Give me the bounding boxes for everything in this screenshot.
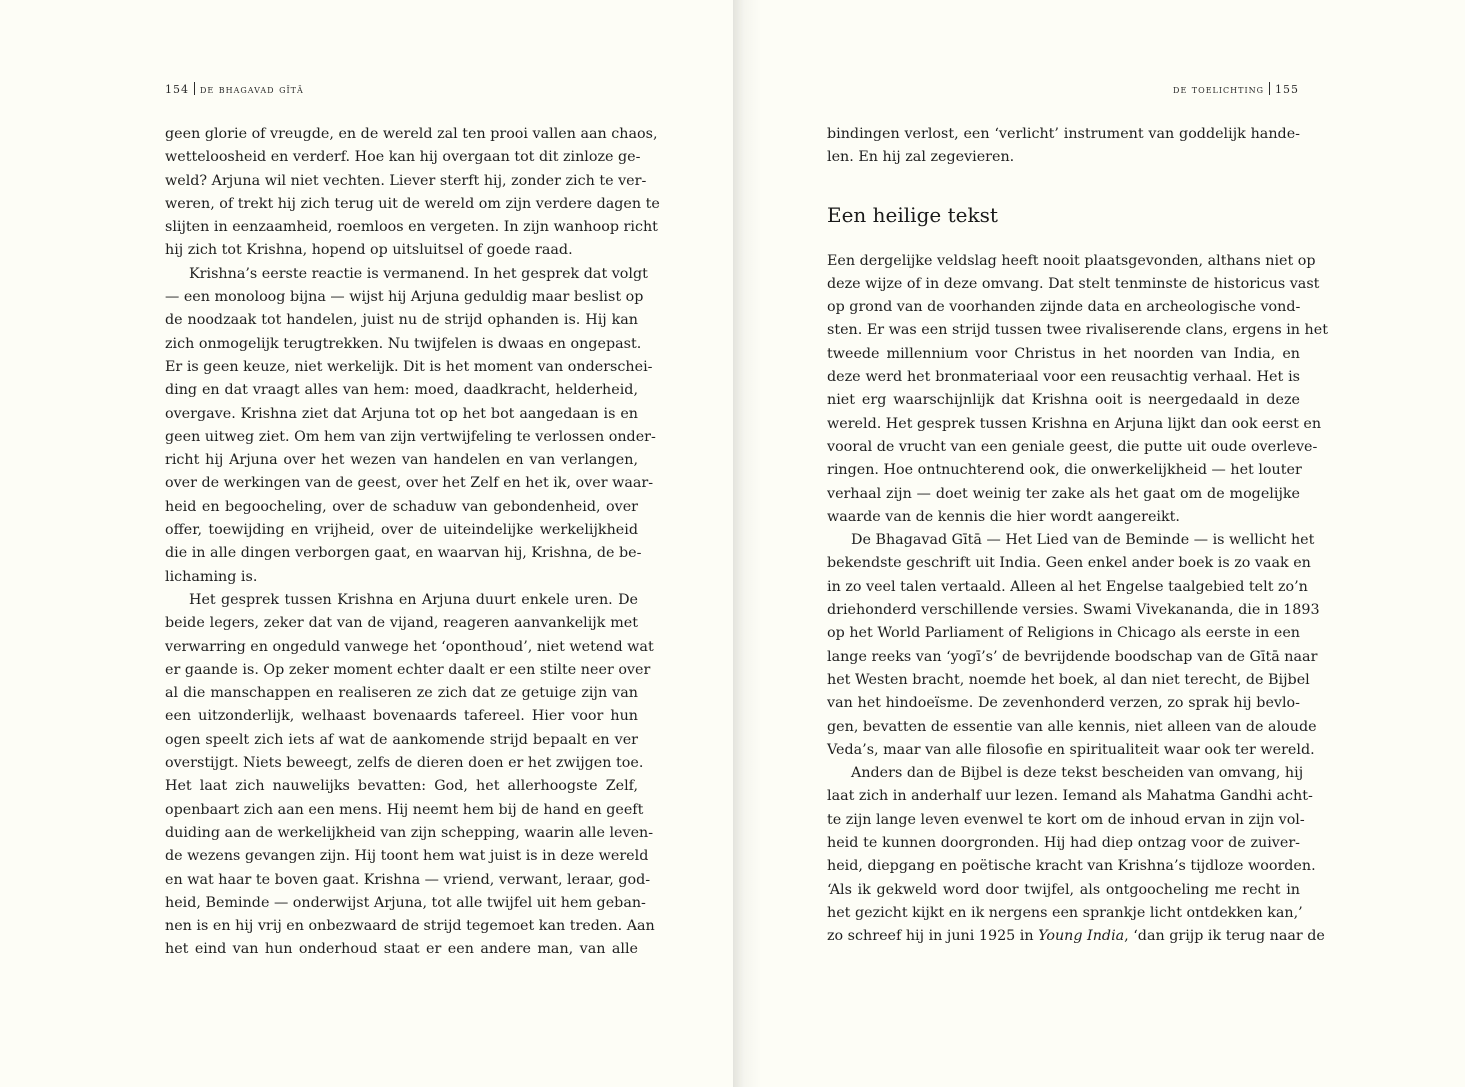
- text-line: openbaart zich aan een mens. Hij neemt hem bij de hand en geeft: [165, 801, 644, 818]
- text-line: vooral de vrucht van een geniale geest, die putte uit oude overleve-: [827, 438, 1318, 455]
- text-line: lichaming is.: [165, 568, 258, 585]
- text-line: heid en begoocheling, over de schaduw van gebondenheid, over: [165, 498, 638, 515]
- text-line: heid, diepgang en poëtische kracht van Krishna’s tijdloze woorden.: [827, 858, 1316, 875]
- text-line: — een monoloog bijna — wijst hij Arjuna geduldig maar beslist op: [165, 289, 644, 306]
- text-line: slijten in eenzaamheid, roemloos en vergeten. In zijn wanhoop richt: [165, 219, 658, 236]
- text-line: geen glorie of vreugde, en de wereld zal ten prooi vallen aan chaos,: [165, 126, 658, 142]
- text-line: het gezicht kijkt en ik nergens een sprankje licht ontdekken kan,’: [827, 904, 1303, 921]
- text-line: te zijn lange leven evenwel te kort om de inhoud ervan in zijn vol-: [827, 811, 1305, 828]
- text-line: niet erg waarschijnlijk dat Krishna ooit is neergedaald in deze: [827, 392, 1300, 409]
- text-line: driehonderd verschillende versies. Swami Vivekananda, die in 1893: [827, 602, 1320, 619]
- text-line: wetteloosheid en verderf. Hoe kan hij overgaan tot dit zinloze ge-: [165, 149, 641, 166]
- text-line: zo schreef hij in juni 1925 in Young India, ‘dan grijp ik terug naar de: [827, 928, 1325, 945]
- text-line: deze wijze of in deze omvang. Dat stelt tenminste de historicus vast: [827, 275, 1320, 292]
- right-running-head: [1173, 82, 1299, 96]
- text-line: ding en dat vraagt alles van hem: moed, daadkracht, helderheid,: [165, 382, 638, 399]
- text-line: zich onmogelijk terugtrekken. Nu twijfelen is dwaas en ongepast.: [165, 335, 642, 352]
- text-line: het eind van hun onderhoud staat er een andere man, van alle: [165, 941, 638, 958]
- text-line: Anders dan de Bijbel is deze tekst bescheiden van omvang, hij: [851, 765, 1304, 782]
- text-line: lange reeks van ‘yogī’s’ de bevrijdende boodschap van de Gītā naar: [827, 648, 1318, 665]
- text-line: duiding aan de werkelijkheid van zijn schepping, waarin alle leven-: [165, 824, 654, 841]
- text-line: offer, toewijding en vrijheid, over de uiteindelijke werkelijkheid: [165, 522, 638, 539]
- text-line: van het hindoeïsme. De zevenhonderd verzen, zo sprak hij bevlo-: [827, 695, 1300, 712]
- text-line: die in alle dingen verborgen gaat, en waarvan hij, Krishna, de be-: [165, 545, 642, 562]
- text-line: wereld. Het gesprek tussen Krishna en Arjuna lijkt dan ook eerst en: [827, 415, 1322, 432]
- text-line: de noodzaak tot handelen, juist nu de strijd ophanden is. Hij kan: [165, 312, 638, 329]
- section-heading: Een heilige tekst: [827, 202, 998, 227]
- text-block-after-heading: [827, 250, 1328, 926]
- text-line: in zo veel talen vertaald. Alleen al het Engelse taalgebied telt zo’n: [827, 578, 1308, 595]
- text-line: de wezens gevangen zijn. Hij toont hem wat juist is in deze wereld: [165, 848, 649, 865]
- text-line: Het laat zich nauwelijks bevatten: God, het allerhoogste Zelf,: [165, 778, 638, 795]
- text-line: weren, of trekt hij zich terug uit de wereld om zijn verdere dagen te: [165, 195, 660, 212]
- text-line: richt hij Arjuna over het wezen van handelen en van verlangen,: [165, 452, 638, 469]
- text-line: len. En hij zal zegevieren.: [827, 149, 1015, 166]
- text-block-before-heading: [827, 123, 1300, 170]
- text-line: hij zich tot Krishna, hopend op uitsluitsel of goede raad.: [165, 242, 573, 259]
- text-line: De Bhagavad Gītā — Het Lied van de Beminde — is wellicht het: [851, 532, 1315, 549]
- book-title: de bhagavad gītā: [200, 83, 304, 96]
- text-line: verwarring en ongeduld vanwege het ‘oponthoud’, niet wetend wat: [165, 638, 654, 655]
- text-line: gen, bevatten de essentie van alle kennis, niet alleen van de aloude: [827, 718, 1317, 735]
- text-line: op grond van de voorhanden zijnde data en archeologische vond-: [827, 299, 1301, 316]
- text-line: sten. Er was een strijd tussen twee rivaliserende clans, ergens in het: [827, 322, 1328, 339]
- text-line: tweede millennium voor Christus in het noorden van India, en: [827, 345, 1300, 362]
- text-line: en wat haar te boven gaat. Krishna — vriend, verwant, leraar, god-: [165, 871, 651, 888]
- text-line: Veda’s, maar van alle filosofie en spiritualiteit waar ook ter wereld.: [827, 741, 1315, 758]
- text-line: geen uitweg ziet. Om hem van zijn vertwijfeling te verlossen onder-: [165, 428, 656, 445]
- text-line: laat zich in anderhalf uur lezen. Iemand als Mahatma Gandhi acht-: [827, 788, 1313, 805]
- text-line: een uitzonderlijk, welhaast bovenaards tafereel. Hier voor hun: [165, 708, 638, 725]
- text-line: overgave. Krishna ziet dat Arjuna tot op het bot aangedaan is en: [165, 405, 638, 422]
- text-line: Krishna’s eerste reactie is vermanend. In het gesprek dat volgt: [189, 265, 648, 282]
- text-line: beide legers, zeker dat van de vijand, reageren aanvankelijk met: [165, 615, 638, 632]
- text-line: weld? Arjuna wil niet vechten. Liever sterft hij, zonder zich te ver-: [165, 172, 647, 189]
- left-running-head: [165, 82, 304, 96]
- text-line: heid te kunnen doorgronden. Hij had diep ontzag voor de zuiver-: [827, 835, 1300, 852]
- header-separator: [194, 82, 195, 95]
- text-line: Er is geen keuze, niet werkelijk. Dit is het moment van onderschei-: [165, 358, 653, 375]
- page-number: 155: [1275, 83, 1299, 96]
- header-separator: [1269, 82, 1270, 95]
- text-line: ‘Als ik gekweld word door twijfel, als ontgoocheling me recht in: [827, 881, 1300, 898]
- text-line: bekendste geschrift uit India. Geen enkel ander boek is zo vaak en: [827, 555, 1311, 572]
- text-line: er gaande is. Op zeker moment echter daalt er een stilte neer over: [165, 661, 651, 678]
- text-line: over de werkingen van de geest, over het Zelf en het ik, over waar-: [165, 475, 654, 492]
- text-line: overstijgt. Niets beweegt, zelfs de dieren doen er het zwijgen toe.: [165, 755, 644, 772]
- right-page: [733, 0, 1465, 1087]
- text-line: ringen. Hoe ontnuchterend ook, die onwerkelijkheid — het louter: [827, 462, 1302, 479]
- right-body-text: [827, 123, 1328, 949]
- text-line: op het World Parliament of Religions in Chicago als eerste in een: [827, 625, 1300, 642]
- text-line: bindingen verlost, een ‘verlicht’ instrument van goddelijk hande-: [827, 126, 1300, 142]
- text-line: verhaal zijn — doet weinig ter zake als het gaat om de mogelijke: [827, 485, 1300, 502]
- text-line: nen is en hij vrij en onbezwaard de strijd tegemoet kan treden. Aan: [165, 918, 655, 935]
- page-number: 154: [165, 83, 189, 96]
- text-line: ogen speelt zich iets af wat de aankomende strijd bepaalt en ver: [165, 731, 638, 748]
- left-body-text: [165, 123, 660, 962]
- text-line: waarde van de kennis die hier wordt aangereikt.: [827, 508, 1180, 525]
- text-line: deze werd het bronmateriaal voor een reusachtig verhaal. Het is: [827, 369, 1300, 386]
- text-line: Een dergelijke veldslag heeft nooit plaatsgevonden, althans niet op: [827, 252, 1316, 269]
- italic-title: Young India: [1038, 928, 1125, 945]
- text-line: al die manschappen en realiseren ze zich dat ze getuige zijn van: [165, 685, 638, 702]
- chapter-title: de toelichting: [1173, 83, 1264, 96]
- text-line: het Westen bracht, noemde het boek, al dan niet terecht, de Bijbel: [827, 671, 1310, 688]
- text-line: heid, Beminde — onderwijst Arjuna, tot alle twijfel uit hem geban-: [165, 894, 646, 911]
- text-line: Het gesprek tussen Krishna en Arjuna duurt enkele uren. De: [189, 591, 638, 608]
